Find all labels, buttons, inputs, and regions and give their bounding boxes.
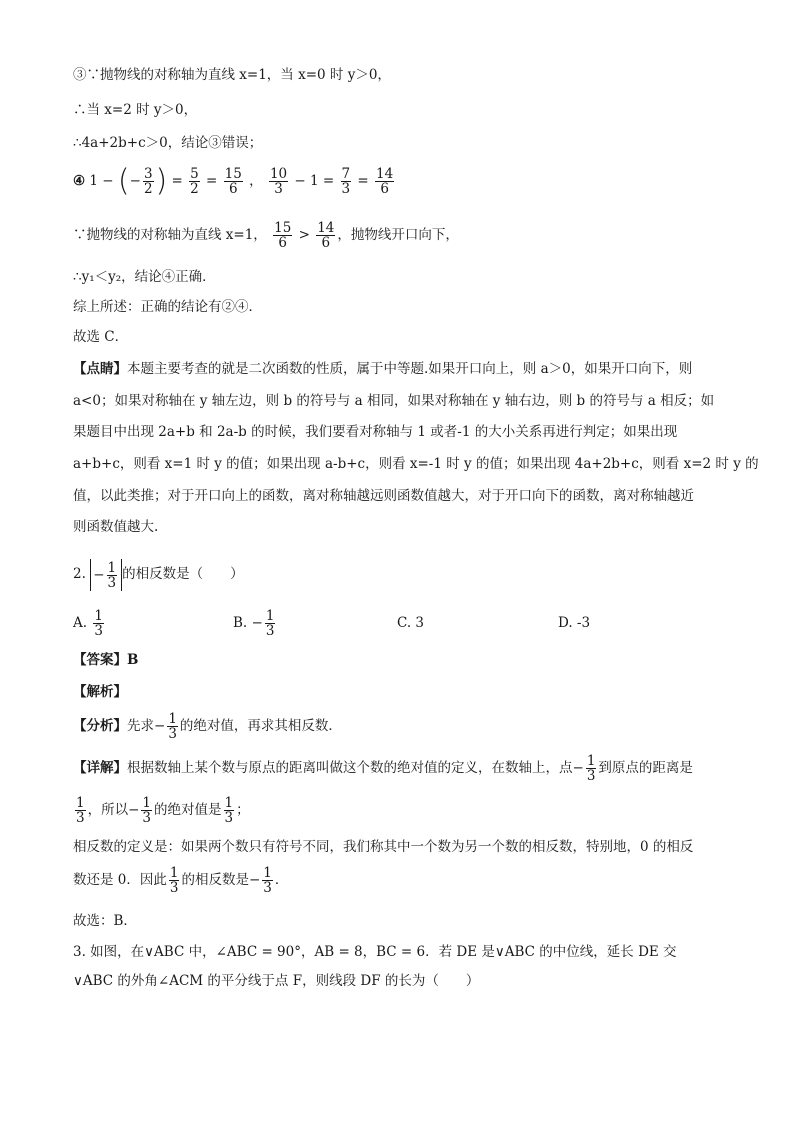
math-text: = bbox=[357, 173, 369, 189]
xiangjie-line: $\frac{1}{3}$ ，所以− $\frac{1}{3}$ 的绝对值是 $\frac{1}{3}$ ； bbox=[76, 795, 250, 826]
math-text: = bbox=[206, 173, 218, 189]
dianjing-line: 值，以此类推；对于开口向上的函数，离对称轴越远则函数值越大，对于开口向下的函数，离对称轴越近 bbox=[73, 488, 694, 504]
math-text: − 1 = bbox=[294, 173, 335, 189]
answer-line: 【答案】B bbox=[73, 652, 139, 668]
equation-line bbox=[73, 163, 396, 199]
solution-line: ∵抛物线的对称轴为直线 x=1， $\frac{15}{6}$ > $\frac{14}{6}$ ，抛物线开口向下， bbox=[73, 220, 459, 251]
dianjing-line: 【点睛】本题主要考查的就是二次函数的性质，属于中等题.如果开口向上，则 a＞0，如果开口向下，则 bbox=[73, 361, 693, 377]
question-number: 2. bbox=[73, 566, 86, 582]
question-2-stem: 2. − $\frac{1}{3}$ 的相反数是（ ） bbox=[73, 559, 244, 591]
solution-line: ∴y₁＜y₂，结论④正确． bbox=[73, 269, 216, 285]
fraction: $\frac{10}{3}$ bbox=[269, 166, 288, 197]
definition-line: 相反数的定义是：如果两个数只有符号不同，我们称其中一个数为另一个数的相反数，特别地，0 的相反 bbox=[73, 839, 694, 855]
dianjing-line: 果题目中出现 2a+b 和 2a-b 的时候，我们要看对称轴与 1 或者-1 的大小关系再进行判定；如果出现 bbox=[73, 424, 678, 440]
math-text: ， bbox=[249, 173, 263, 189]
math-text: − bbox=[129, 173, 141, 189]
option-c: C. 3 bbox=[397, 615, 425, 631]
solution-line: 综上所述：正确的结论有②④． bbox=[73, 299, 262, 315]
fraction: $\frac{15}{6}$ bbox=[274, 220, 292, 251]
xiangjie-line: 【详解】根据数轴上某个数与原点的距离叫做这个数的绝对值的定义，在数轴上，点− $\frac{1}{3}$ 到原点的距离是 bbox=[73, 753, 693, 784]
dianjing-line: a+b+c，则看 x=1 时 y 的值；如果出现 a-b+c，则看 x=-1 时 y 的值；如果出现 4a+2b+c，则看 x=2 时 y 的 bbox=[73, 456, 759, 472]
math-text: = bbox=[171, 173, 183, 189]
fraction: $\frac{14}{6}$ bbox=[376, 166, 394, 197]
fraction: $\frac{1}{3}$ bbox=[265, 608, 275, 639]
fraction: $\frac{1}{3}$ bbox=[263, 865, 272, 896]
absolute-value: − $\frac{1}{3}$ bbox=[90, 559, 122, 591]
fraction: $\frac{5}{2}$ bbox=[190, 166, 199, 197]
final-choice: 故选：B． bbox=[73, 913, 137, 929]
option-d: D. -3 bbox=[558, 615, 591, 631]
dianjing-tag: 【点睛】 bbox=[73, 361, 127, 377]
fraction: $\frac{1}{3}$ bbox=[224, 795, 234, 826]
solution-line: ③∵抛物线的对称轴为直线 x=1，当 x=0 时 y＞0， bbox=[73, 67, 391, 83]
fraction: $\frac{1}{3}$ bbox=[169, 865, 179, 896]
question-3-line: ∨ABC 的外角∠ACM 的平分线于点 F，则线段 DF 的长为（ ） bbox=[73, 973, 480, 989]
fraction: $\frac{1}{3}$ bbox=[586, 753, 596, 784]
solution-line: ∴当 x=2 时 y＞0， bbox=[73, 102, 198, 118]
option-a: A. $\frac{1}{3}$ bbox=[73, 608, 103, 639]
fraction: $\frac{1}{3}$ bbox=[107, 559, 117, 591]
fraction: $\frac{7}{3}$ bbox=[341, 166, 351, 197]
jiexi-heading: 【解析】 bbox=[73, 684, 127, 700]
fraction: $\frac{15}{6}$ bbox=[224, 166, 242, 197]
circled-number: ④ bbox=[73, 173, 86, 189]
fraction: $\frac{1}{3}$ bbox=[142, 795, 151, 826]
fraction: $\frac{1}{3}$ bbox=[94, 608, 103, 639]
solution-line: ∴4a+2b+c＞0，结论③错误； bbox=[73, 135, 263, 151]
fraction: $\frac{3}{2}$ bbox=[143, 166, 153, 197]
paren: ( bbox=[117, 163, 130, 199]
dianjing-line: 则函数值越大. bbox=[73, 519, 159, 535]
fraction: $\frac{1}{3}$ bbox=[76, 795, 85, 826]
fenxi-line: 【分析】先求− $\frac{1}{3}$ 的绝对值，再求其相反数． bbox=[73, 711, 342, 742]
fraction: $\frac{1}{3}$ bbox=[168, 711, 177, 742]
dianjing-line: a<0；如果对称轴在 y 轴左边，则 b 的符号与 a 相同，如果对称轴在 y 轴右边，则 b 的符号与 a 相反；如 bbox=[73, 393, 715, 409]
question-3-line: 3. 如图，在∨ABC 中，∠ABC = 90°，AB = 8，BC = 6．若 DE 是∨ABC 的中位线，延长 DE 交 bbox=[73, 944, 677, 960]
definition-line: 数还是 0．因此 $\frac{1}{3}$ 的相反数是− $\frac{1}{3}$ ． bbox=[73, 865, 289, 896]
math-text: 1 − bbox=[89, 173, 114, 189]
paren: ) bbox=[155, 163, 168, 199]
fraction: $\frac{14}{6}$ bbox=[317, 220, 335, 251]
solution-line: 故选 C． bbox=[73, 329, 129, 345]
option-b: B. − $\frac{1}{3}$ bbox=[233, 608, 275, 639]
